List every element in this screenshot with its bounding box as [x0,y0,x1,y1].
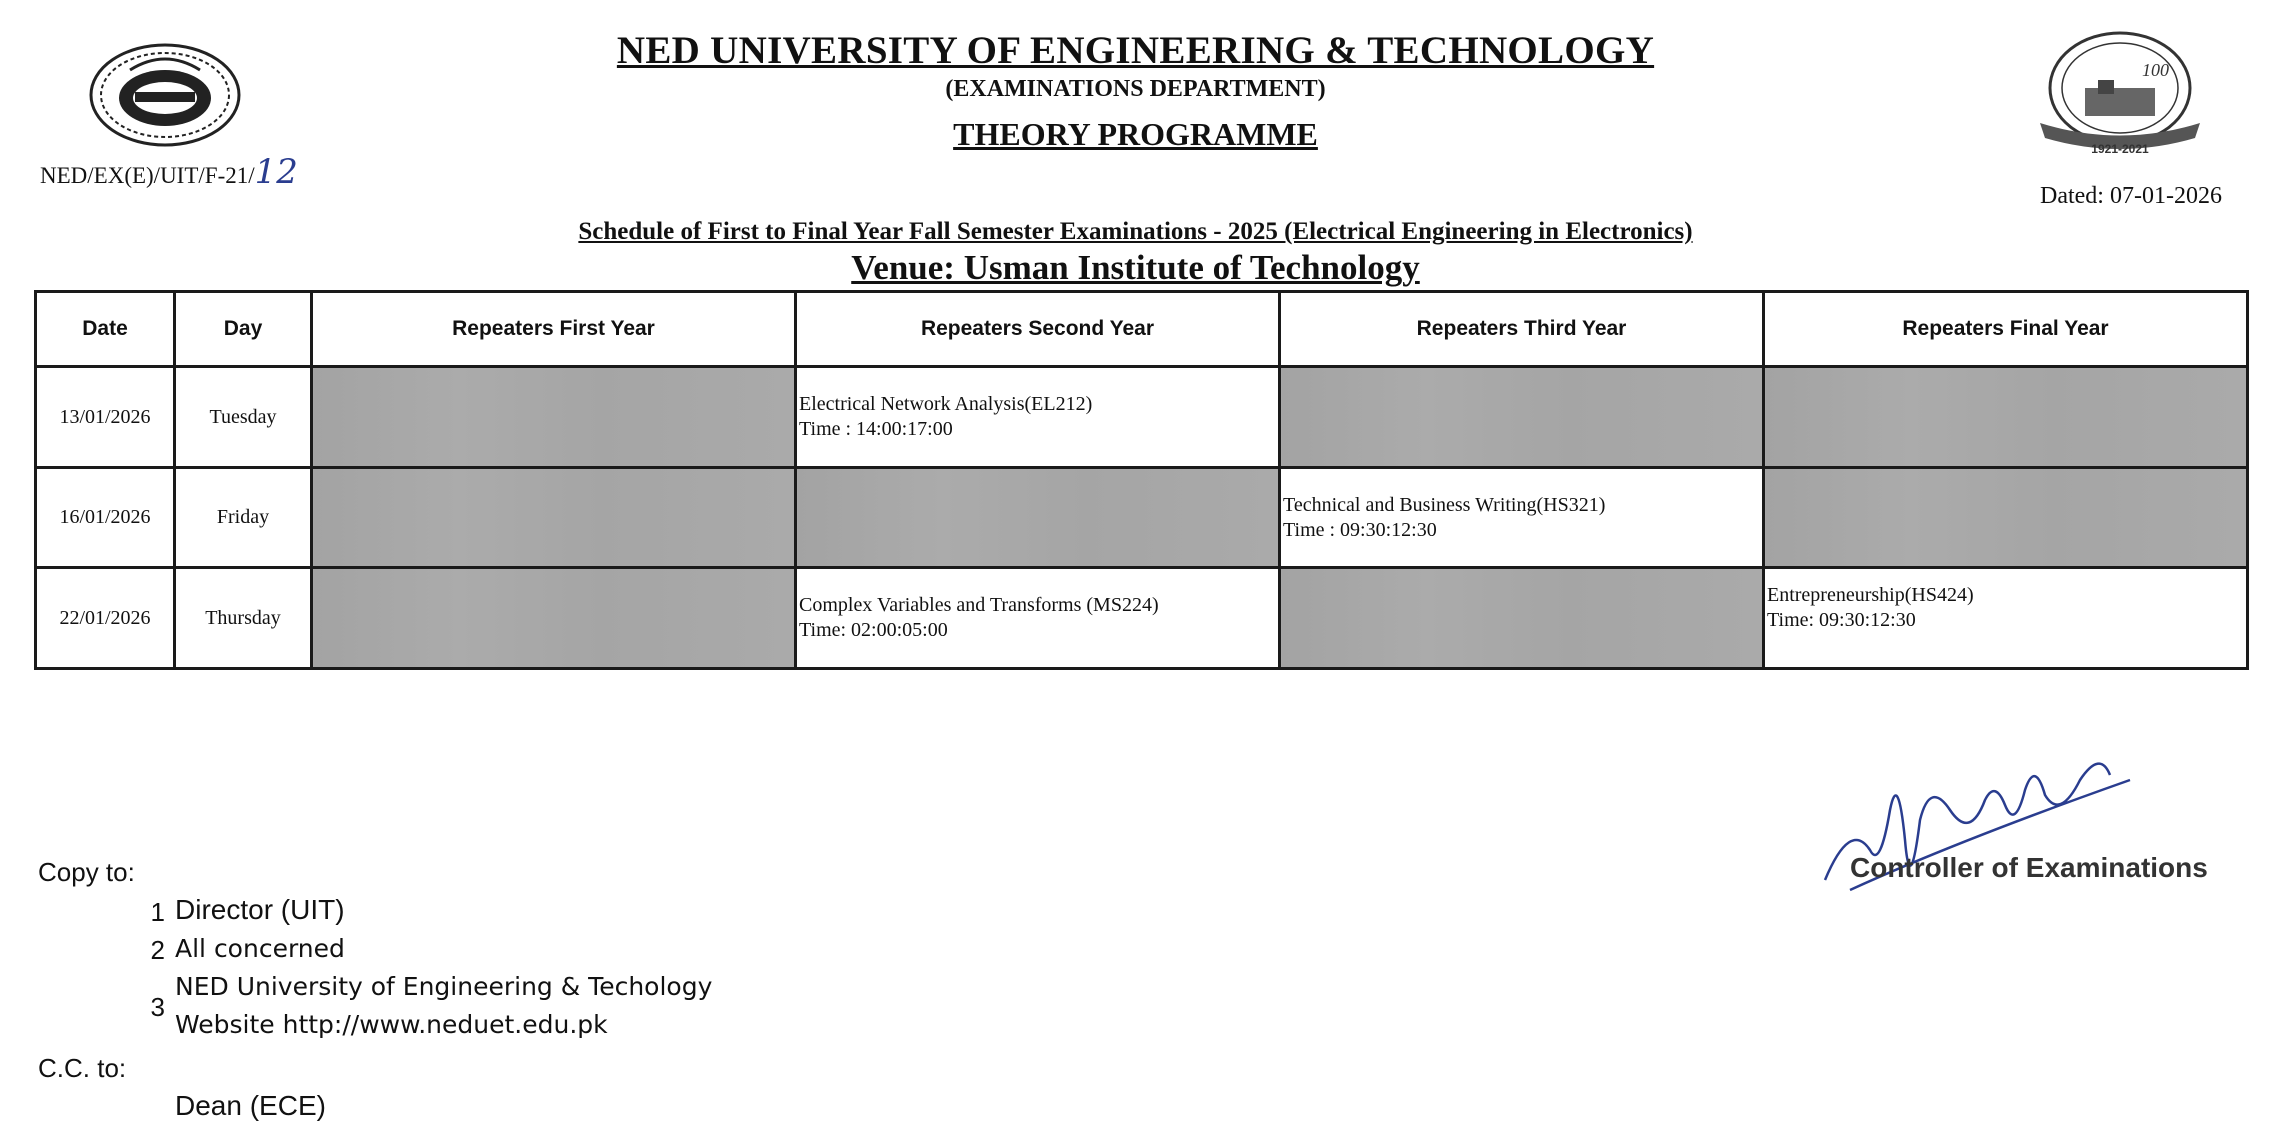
exam-cell [1764,568,2248,669]
copy-to-label: Copy to: [38,857,135,887]
empty-cell [312,568,796,669]
day-cell: Tuesday [175,367,312,468]
empty-cell [1280,568,1764,669]
table-header-row [36,292,2248,367]
empty-cell [796,468,1280,568]
exam-subject: Entrepreneurship(HS424) [1767,584,1974,606]
date-cell: 22/01/2026 [36,568,175,669]
copy-item-number: 3 [150,992,165,1022]
empty-cell [1764,367,2248,468]
dated-label: Dated: 07-01-2026 [2040,183,2222,209]
cc-item: Dean (ECE) [175,1090,326,1121]
reference-number [40,152,298,192]
table-row [36,367,2248,468]
copy-item: All concerned [175,934,345,963]
centenary-seal-logo [2030,28,2210,158]
exam-time: Time: 09:30:12:30 [1767,609,1916,631]
day-cell: Friday [175,468,312,568]
day-cell: Thursday [175,568,312,669]
copy-item: Director (UIT) [175,894,345,925]
column-header-first-year: Repeaters First Year [312,292,796,367]
venue-title: Venue: Usman Institute of Technology [851,248,1420,287]
reference-prefix: NED/EX(E)/UIT/F-21/ [40,163,255,188]
cc-to-label: C.C. to: [38,1053,127,1083]
university-name: NED UNIVERSITY OF ENGINEERING & TECHNOLOGY [616,29,1655,72]
date-cell: 16/01/2026 [36,468,175,568]
controller-signature [1810,720,2140,920]
exam-time: Time : 14:00:17:00 [799,418,953,440]
exam-subject: Electrical Network Analysis(EL212) [799,393,1093,415]
table-row [36,468,2248,568]
empty-cell [312,367,796,468]
schedule-title: Schedule of First to Final Year Fall Semester Examinations - 2025 (Electrical Engineering in Electronics) [578,218,1693,245]
empty-cell [312,468,796,568]
reference-handwritten-number: 12 [254,152,298,192]
exam-time: Time: 02:00:05:00 [799,619,948,641]
column-header-final-year: Repeaters Final Year [1764,292,2248,367]
department-name: (EXAMINATIONS DEPARTMENT) [945,76,1326,102]
empty-cell [1764,468,2248,568]
column-header-day: Day [175,292,312,367]
copy-item-website: Website http://www.neduet.edu.pk [175,1010,608,1039]
column-header-second-year: Repeaters Second Year [796,292,1280,367]
table-row [36,568,2248,669]
controller-title: Controller of Examinations [1850,852,2208,883]
exam-schedule-table [34,290,2249,670]
copy-item-number: 1 [150,897,165,927]
exam-time: Time : 09:30:12:30 [1283,518,1437,541]
svg-text:1921-2021: 1921-2021 [2091,142,2149,156]
copy-item: NED University of Engineering & Techology [175,972,713,1001]
svg-text:100: 100 [2142,60,2169,80]
exam-cell [1280,468,1764,568]
date-cell: 13/01/2026 [36,367,175,468]
exam-cell [796,568,1280,669]
column-header-third-year: Repeaters Third Year [1280,292,1764,367]
column-header-date: Date [36,292,175,367]
exam-subject: Complex Variables and Transforms (MS224) [799,594,1159,616]
exam-cell [796,367,1280,468]
exam-subject: Technical and Business Writing(HS321) [1283,493,1606,516]
copy-item-number: 2 [150,935,165,965]
programme-title: THEORY PROGRAMME [953,116,1318,152]
empty-cell [1280,367,1764,468]
